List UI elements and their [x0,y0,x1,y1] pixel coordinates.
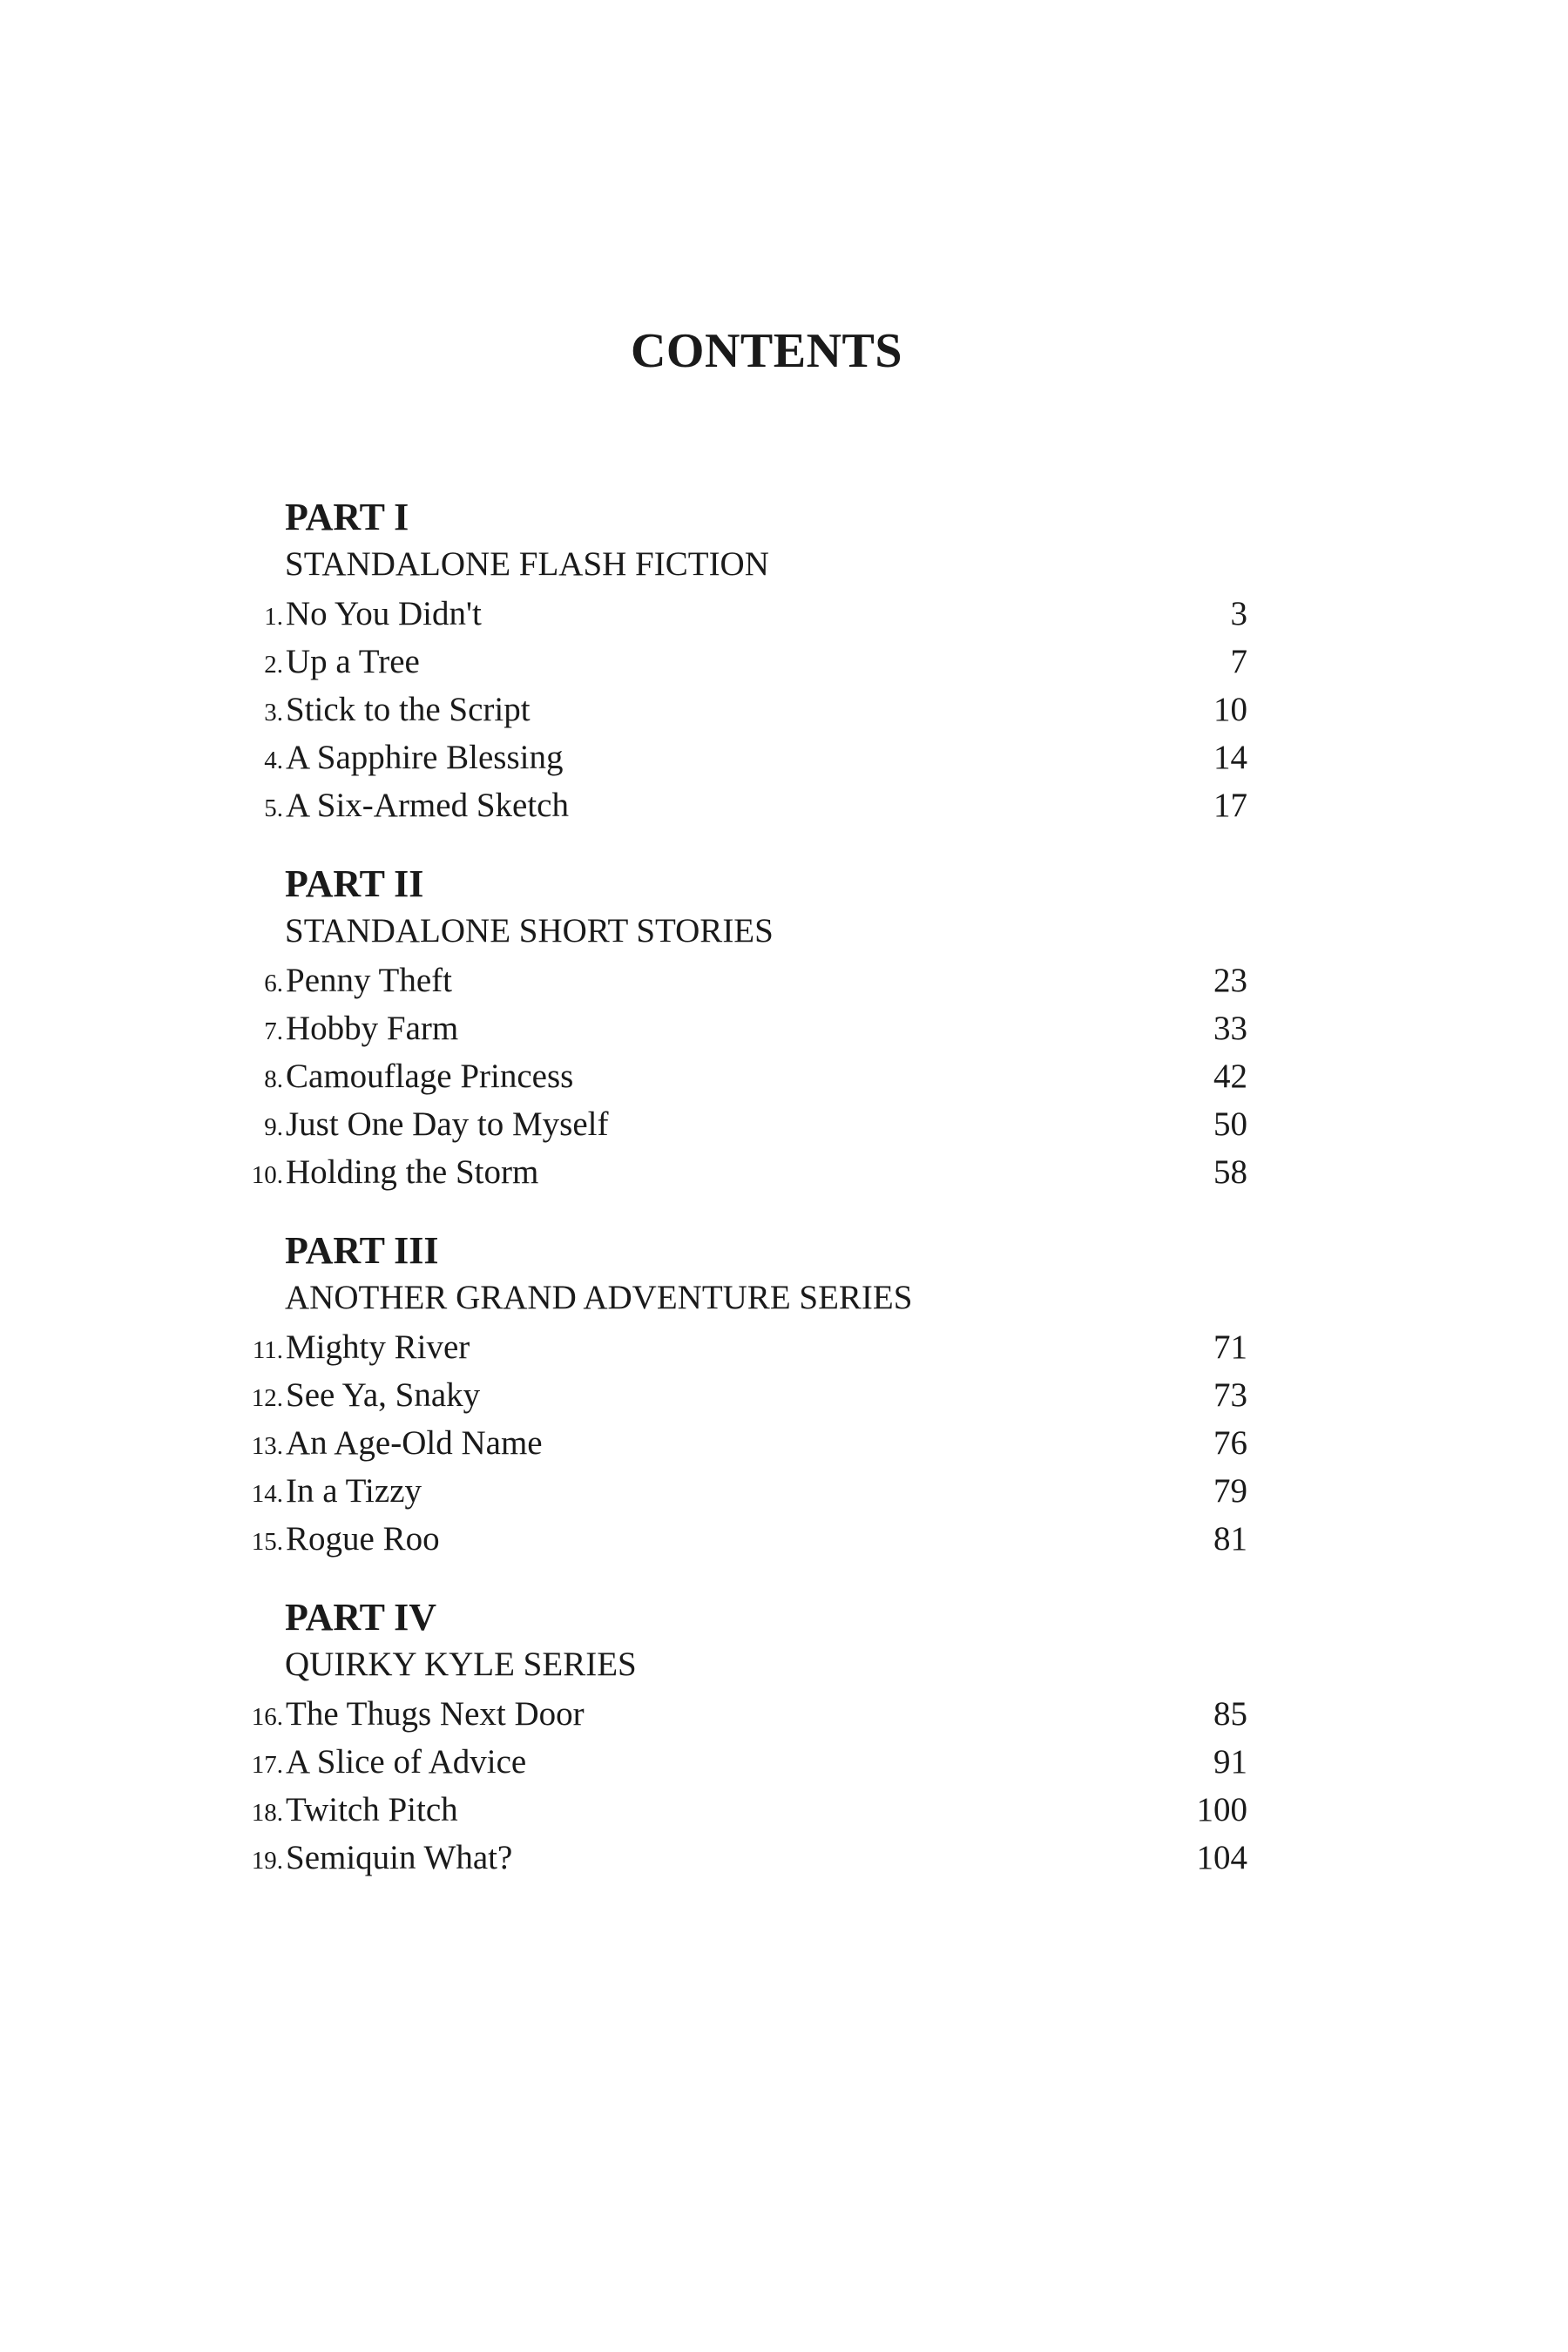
toc-entry[interactable] [237,590,1247,638]
page-number: 73 [1213,1376,1247,1414]
chapter-number: 16. [251,1703,283,1731]
toc-entry[interactable] [237,638,1247,686]
toc-part [237,1592,1247,1882]
toc-entry[interactable] [237,1834,1247,1882]
toc-entry[interactable] [237,1323,1247,1371]
chapter-title: See Ya, Snaky [286,1376,481,1414]
toc-entry[interactable] [237,686,1247,733]
chapter-number: 9. [264,1113,283,1141]
chapter-title: Stick to the Script [286,691,531,728]
chapter-title: Hobby Farm [286,1010,459,1047]
toc-entry[interactable] [237,1515,1247,1563]
chapter-title: Rogue Roo [286,1520,440,1558]
chapter-title: Penny Theft [286,962,453,999]
chapter-number: 10. [251,1161,283,1189]
chapter-number: 19. [251,1847,283,1875]
chapter-number: 17. [251,1751,283,1779]
part-label: PART III [285,1229,439,1272]
page-number: 23 [1213,962,1247,999]
chapter-title: Up a Tree [286,643,420,680]
chapter-number: 14. [251,1480,283,1508]
chapter-number: 5. [264,794,283,822]
table-of-contents [237,492,1247,1882]
toc-entry[interactable] [237,1004,1247,1052]
chapter-title: Semiquin What? [286,1839,513,1876]
page-number: 71 [1213,1328,1247,1366]
part-label: PART I [285,496,409,538]
chapter-title: In a Tizzy [286,1472,422,1510]
chapter-title: Mighty River [286,1328,470,1366]
chapter-number: 13. [251,1432,283,1460]
chapter-number: 6. [264,970,283,997]
toc-entry[interactable] [237,1738,1247,1786]
page-number: 91 [1213,1743,1247,1781]
page-number: 100 [1196,1791,1247,1828]
page-number: 81 [1213,1520,1247,1558]
chapter-title: A Sapphire Blessing [286,739,564,776]
page-number: 85 [1213,1695,1247,1733]
page-number: 33 [1213,1010,1247,1047]
chapter-title: Camouflage Princess [286,1058,574,1095]
part-label: PART IV [285,1596,437,1639]
chapter-title: No You Didn't [286,595,482,632]
page-number: 58 [1213,1153,1247,1191]
toc-part [237,492,1247,829]
page-number: 17 [1213,787,1247,824]
page-number: 14 [1213,739,1247,776]
chapter-title: A Slice of Advice [286,1743,527,1781]
chapter-title: An Age-Old Name [286,1424,543,1462]
toc-entry[interactable] [237,1786,1247,1834]
toc-entry[interactable] [237,1467,1247,1515]
part-label: PART II [285,862,424,905]
page-number: 3 [1230,595,1247,632]
part-subtitle: ANOTHER GRAND ADVENTURE SERIES [285,1279,913,1316]
chapter-title: A Six-Armed Sketch [286,787,569,824]
toc-entry[interactable] [237,1419,1247,1467]
toc-part [237,1226,1247,1563]
page-number: 42 [1213,1058,1247,1095]
page-number: 7 [1230,643,1247,680]
page-number: 76 [1213,1424,1247,1462]
part-subtitle: STANDALONE SHORT STORIES [285,912,774,950]
toc-entry[interactable] [237,1371,1247,1419]
toc-entry[interactable] [237,1052,1247,1100]
page-title: CONTENTS [630,323,903,378]
toc-entry[interactable] [237,956,1247,1004]
chapter-title: Just One Day to Myself [286,1105,609,1143]
chapter-number: 15. [251,1528,283,1556]
page-number: 10 [1213,691,1247,728]
chapter-number: 8. [264,1065,283,1093]
chapter-title: Twitch Pitch [286,1791,458,1828]
chapter-number: 3. [264,699,283,727]
toc-entry[interactable] [237,733,1247,781]
toc-entry[interactable] [237,1148,1247,1196]
chapter-number: 11. [252,1336,283,1364]
page-number: 50 [1213,1105,1247,1143]
chapter-number: 12. [251,1384,283,1412]
part-subtitle: STANDALONE FLASH FICTION [285,545,769,583]
chapter-number: 1. [264,603,283,631]
page-number: 104 [1196,1839,1247,1876]
chapter-title: The Thugs Next Door [286,1695,585,1733]
chapter-title: Holding the Storm [286,1153,539,1191]
chapter-number: 7. [264,1017,283,1045]
page-number: 79 [1213,1472,1247,1510]
toc-part [237,859,1247,1196]
toc-entry[interactable] [237,1690,1247,1738]
toc-entry[interactable] [237,781,1247,829]
chapter-number: 18. [251,1799,283,1827]
part-subtitle: QUIRKY KYLE SERIES [285,1646,637,1683]
toc-entry[interactable] [237,1100,1247,1148]
chapter-number: 2. [264,651,283,679]
chapter-number: 4. [264,747,283,774]
